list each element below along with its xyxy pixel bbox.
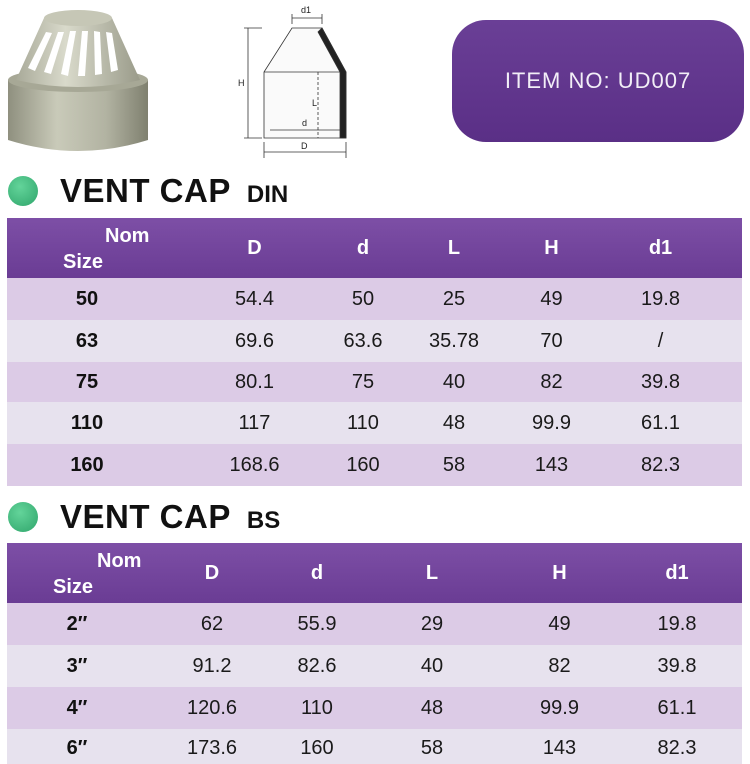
value-cell: /	[657, 329, 664, 352]
value-cell: 19.8	[657, 612, 697, 635]
value-cell: 70	[540, 329, 563, 352]
value-cell: 63.6	[343, 329, 383, 352]
size-cell: 6″	[66, 736, 88, 759]
value-cell: 35.78	[428, 329, 480, 352]
value-cell: 99.9	[532, 411, 571, 434]
table-row	[7, 278, 742, 320]
value-cell: 69.6	[235, 329, 274, 352]
value-cell: 82	[540, 370, 563, 393]
size-cell: 50	[75, 287, 99, 310]
size-cell: 160	[70, 453, 104, 476]
value-cell: 61.1	[641, 411, 680, 434]
value-cell: 50	[351, 287, 375, 310]
table-row	[7, 645, 742, 687]
value-cell: 48	[420, 696, 444, 719]
value-cell: 173.6	[186, 736, 238, 759]
header-L: L	[447, 236, 461, 259]
value-cell: 160	[346, 453, 380, 476]
table-header	[7, 218, 742, 278]
value-cell: 82.3	[657, 736, 697, 759]
section-title-text: VENT CAP	[60, 498, 231, 535]
size-label: Size	[63, 251, 104, 273]
dimension-diagram	[228, 2, 388, 162]
item-number-box	[452, 20, 744, 142]
size-cell: 63	[75, 329, 99, 352]
value-cell: 19.8	[641, 287, 680, 310]
header-H: H	[552, 561, 567, 584]
value-cell: 55.9	[297, 612, 337, 635]
value-cell: 82.3	[641, 453, 680, 476]
value-cell: 48	[442, 411, 466, 434]
section-standard: BS	[246, 507, 281, 534]
value-cell: 49	[540, 287, 563, 310]
value-cell: 91.2	[192, 654, 232, 677]
header-D: D	[247, 236, 262, 259]
nom-label: Nom	[97, 550, 142, 572]
item-number: ITEM NO: UD007	[504, 68, 692, 93]
value-cell: 62	[200, 612, 224, 635]
nom-size-header	[7, 218, 167, 278]
value-cell: 61.1	[657, 696, 697, 719]
value-cell: 80.1	[235, 370, 274, 393]
value-cell: 40	[420, 654, 444, 677]
diagram-label-L: L	[312, 98, 318, 108]
diagram-label-H: H	[238, 78, 245, 88]
section-standard: DIN	[246, 181, 289, 208]
value-cell: 25	[442, 287, 466, 310]
table-row	[7, 402, 742, 444]
table-row	[7, 362, 742, 402]
header-d: d	[356, 236, 370, 259]
value-cell: 160	[300, 736, 334, 759]
section-title-din	[8, 172, 288, 210]
value-cell: 40	[442, 370, 466, 393]
section-title-bs	[8, 498, 280, 536]
table-row	[7, 603, 742, 645]
header-L: L	[425, 561, 439, 584]
value-cell: 54.4	[235, 287, 274, 310]
diagram-label-d: d	[302, 118, 308, 128]
value-cell: 120.6	[186, 696, 238, 719]
green-dot-icon	[8, 502, 38, 532]
table-row	[7, 320, 742, 362]
bs-table	[7, 543, 742, 764]
header-d1: d1	[648, 236, 673, 259]
value-cell: 75	[351, 370, 375, 393]
size-cell: 2″	[66, 612, 88, 635]
value-cell: 82	[548, 654, 571, 677]
size-cell: 75	[75, 370, 99, 393]
header-d: d	[310, 561, 324, 584]
din-table	[7, 218, 742, 486]
size-cell: 110	[70, 411, 104, 434]
nom-size-header	[7, 543, 147, 603]
value-cell: 110	[347, 411, 379, 434]
value-cell: 39.8	[657, 654, 697, 677]
value-cell: 39.8	[641, 370, 680, 393]
header-H: H	[544, 236, 559, 259]
value-cell: 143	[542, 736, 577, 759]
table-header	[7, 543, 742, 603]
nom-label: Nom	[105, 225, 150, 247]
diagram-label-D: D	[301, 141, 308, 151]
table-row	[7, 444, 742, 486]
vent-cap-photo	[2, 2, 154, 154]
value-cell: 29	[420, 612, 444, 635]
header-D: D	[204, 561, 220, 584]
value-cell: 58	[420, 736, 444, 759]
value-cell: 117	[238, 411, 271, 434]
value-cell: 82.6	[297, 654, 337, 677]
value-cell: 168.6	[229, 453, 280, 476]
size-cell: 3″	[66, 654, 88, 677]
header-d1: d1	[665, 561, 689, 584]
size-label: Size	[53, 576, 94, 598]
value-cell: 99.9	[540, 696, 579, 719]
value-cell: 58	[442, 453, 466, 476]
size-cell: 4″	[66, 696, 88, 719]
value-cell: 49	[548, 612, 571, 635]
section-title-text: VENT CAP	[60, 172, 231, 209]
table-row	[7, 729, 742, 764]
value-cell: 110	[301, 696, 333, 719]
table-row	[7, 687, 742, 729]
value-cell: 143	[534, 453, 569, 476]
diagram-label-d1: d1	[301, 5, 312, 15]
green-dot-icon	[8, 176, 38, 206]
